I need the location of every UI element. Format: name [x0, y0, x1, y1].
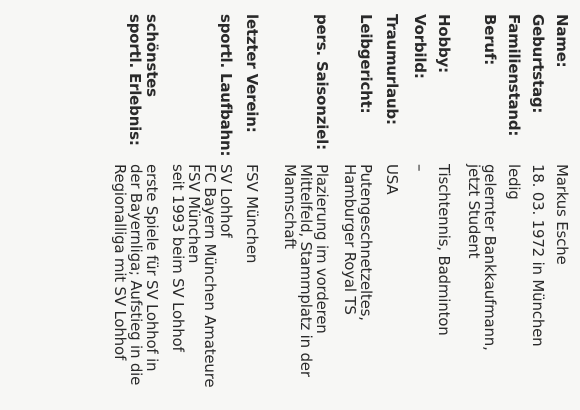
field-value-line: der Bayernliga; Aufstieg in die [127, 164, 145, 386]
field-value-line: Markus Esche [553, 164, 571, 265]
field-value [506, 164, 522, 410]
field-value-line: USA [383, 164, 401, 195]
field-value-line: FC Bayern München Amateure [201, 164, 219, 388]
field-value [554, 164, 570, 410]
field-value-line: seit 1993 beim SV Lohhof [169, 164, 187, 352]
field-value-line: Plazierung im vorderen [313, 164, 331, 334]
field-label: Beruf: [481, 14, 499, 66]
field-value [112, 164, 160, 410]
field-value-line: erste Spiele für SV Lohhof in [143, 164, 161, 372]
field-value [282, 164, 330, 410]
field-value-line: SV Lohhof [217, 164, 235, 238]
field-value-line: Regionalliga mit SV Lohhof [111, 164, 129, 361]
field-value-line: FSV München [185, 164, 203, 264]
field-value [170, 164, 234, 410]
field-value-line: ledig [505, 164, 523, 200]
field-label: letzter Verein: [243, 14, 261, 133]
field-label: Leibgericht: [357, 14, 375, 114]
field-value-line: – [411, 164, 429, 172]
field-value [412, 164, 428, 410]
field-label: schönstes sportl. Erlebnis: [126, 14, 161, 146]
field-value-line: Putengeschnetzeltes, [357, 164, 375, 321]
field-value-line: gelernter Bankkaufmann, [481, 164, 499, 351]
field-value [466, 164, 498, 410]
field-label: Vorbild: [411, 14, 429, 79]
field-label: Geburtstag: [529, 14, 547, 114]
field-label: Familienstand: [505, 14, 523, 137]
field-value-line: 18. 03. 1972 in München [529, 164, 547, 347]
field-value-line: Hamburger Royal TS [341, 164, 359, 315]
field-label: sportl. Laufbahn: [217, 14, 235, 157]
field-label: Traumurlaub: [383, 14, 401, 125]
field-label: Name: [553, 14, 571, 68]
field-value [384, 164, 400, 410]
field-value [436, 164, 452, 410]
field-value [530, 164, 546, 410]
field-value-line: FSV München [243, 164, 261, 264]
field-value [244, 164, 260, 410]
field-value-line: jetzt Student [465, 164, 483, 259]
field-label: Hobby: [435, 14, 453, 73]
field-value-line: Tischtennis, Badminton [435, 164, 453, 336]
field-label: pers. Saisonziel: [313, 14, 331, 150]
field-value-line: Mannschaft [281, 164, 299, 249]
field-value-line: Mittelfeld, Stammplatz in der [297, 164, 315, 377]
field-value [342, 164, 374, 410]
